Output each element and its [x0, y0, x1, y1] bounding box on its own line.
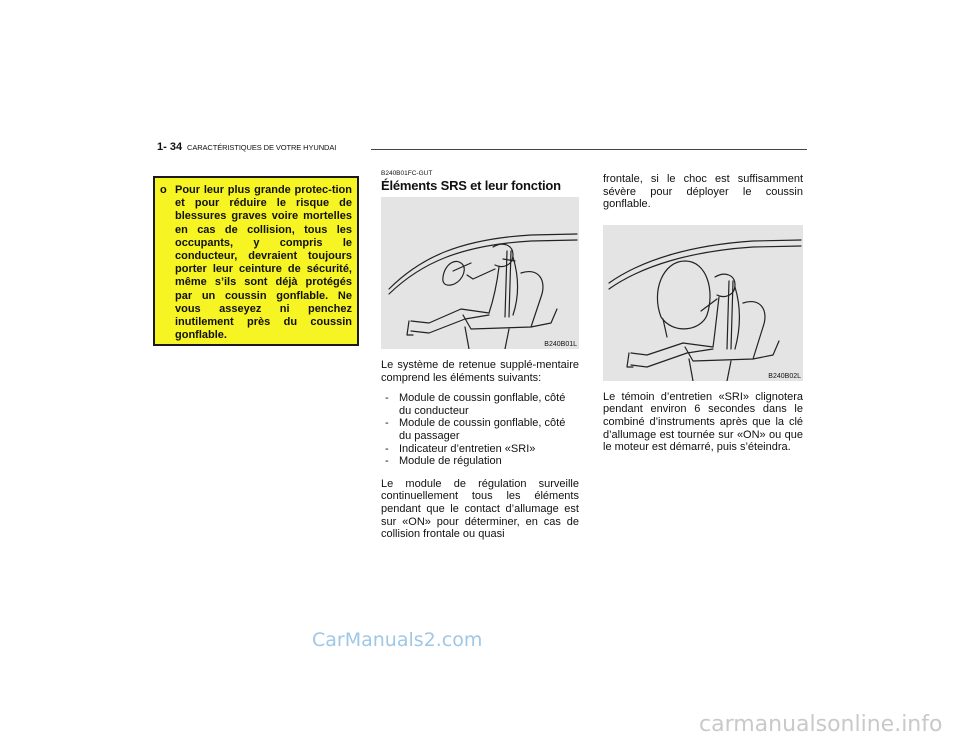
sri-text: Le témoin d’entretien «SRI» clignotera pendant environ 6 secondes dans le combiné d’instruments après que la clé d’allumage est tournée sur «ON» ou que le moteur est démarré, puis s’éteindra.	[603, 390, 803, 454]
header-rule	[371, 149, 807, 150]
srs-code: B240B01FC-GUT	[381, 170, 433, 177]
warning-bullet: o	[160, 184, 167, 196]
page-header	[157, 141, 807, 155]
list-item: - Module de coussin gonflable, côté du conducteur	[385, 392, 579, 417]
srs-heading: Éléments SRS et leur fonction	[381, 178, 561, 193]
page-number: 1- 34	[157, 141, 183, 153]
srs-component-list	[381, 392, 579, 468]
warning-box	[153, 176, 359, 346]
srs-column	[381, 170, 579, 541]
deployed-airbag-illustration	[603, 225, 803, 381]
passenger-airbag-figure	[603, 225, 803, 381]
control-module-text: Le module de régulation surveille continuellement tous les éléments pendant que le contact d’allumage est sur «ON» pour déterminer, en cas de collision frontale ou quasi	[381, 477, 579, 541]
list-item: - Module de régulation	[385, 455, 579, 468]
right-column	[603, 173, 803, 454]
warning-text: Pour leur plus grande protec-tion et pour réduire le risque de blessures graves voire mortelles en cas de collision, tous les occupants, y compris le conducteur, devraient toujours porter leur ceinture de sécurité, même s’ils sont déjà protégés par un coussin gonflable. Ne vous asseyez ni penchez inutilement près du coussin gonflable.	[175, 184, 352, 342]
watermark-carmanuals2[interactable]: CarManuals2.com	[312, 629, 483, 651]
figure1-code: B240B01L	[544, 341, 577, 348]
continued-text: frontale, si le choc est suffisamment sévère pour déployer le coussin gonflable.	[603, 173, 803, 211]
srs-intro: Le système de retenue supplé-mentaire comprend les éléments suivants:	[381, 359, 579, 384]
list-item: - Indicateur d’entretien «SRI»	[385, 443, 579, 456]
driver-airbag-figure	[381, 197, 579, 349]
driver-airbag-illustration	[381, 197, 579, 349]
list-item: - Module de coussin gonflable, côté du passager	[385, 417, 579, 442]
section-title: CARACTÉRISTIQUES DE VOTRE HYUNDAI	[187, 143, 337, 152]
watermark-carmanualsonline[interactable]: carmanualsonline.info	[699, 712, 943, 737]
figure2-code: B240B02L	[768, 372, 801, 380]
